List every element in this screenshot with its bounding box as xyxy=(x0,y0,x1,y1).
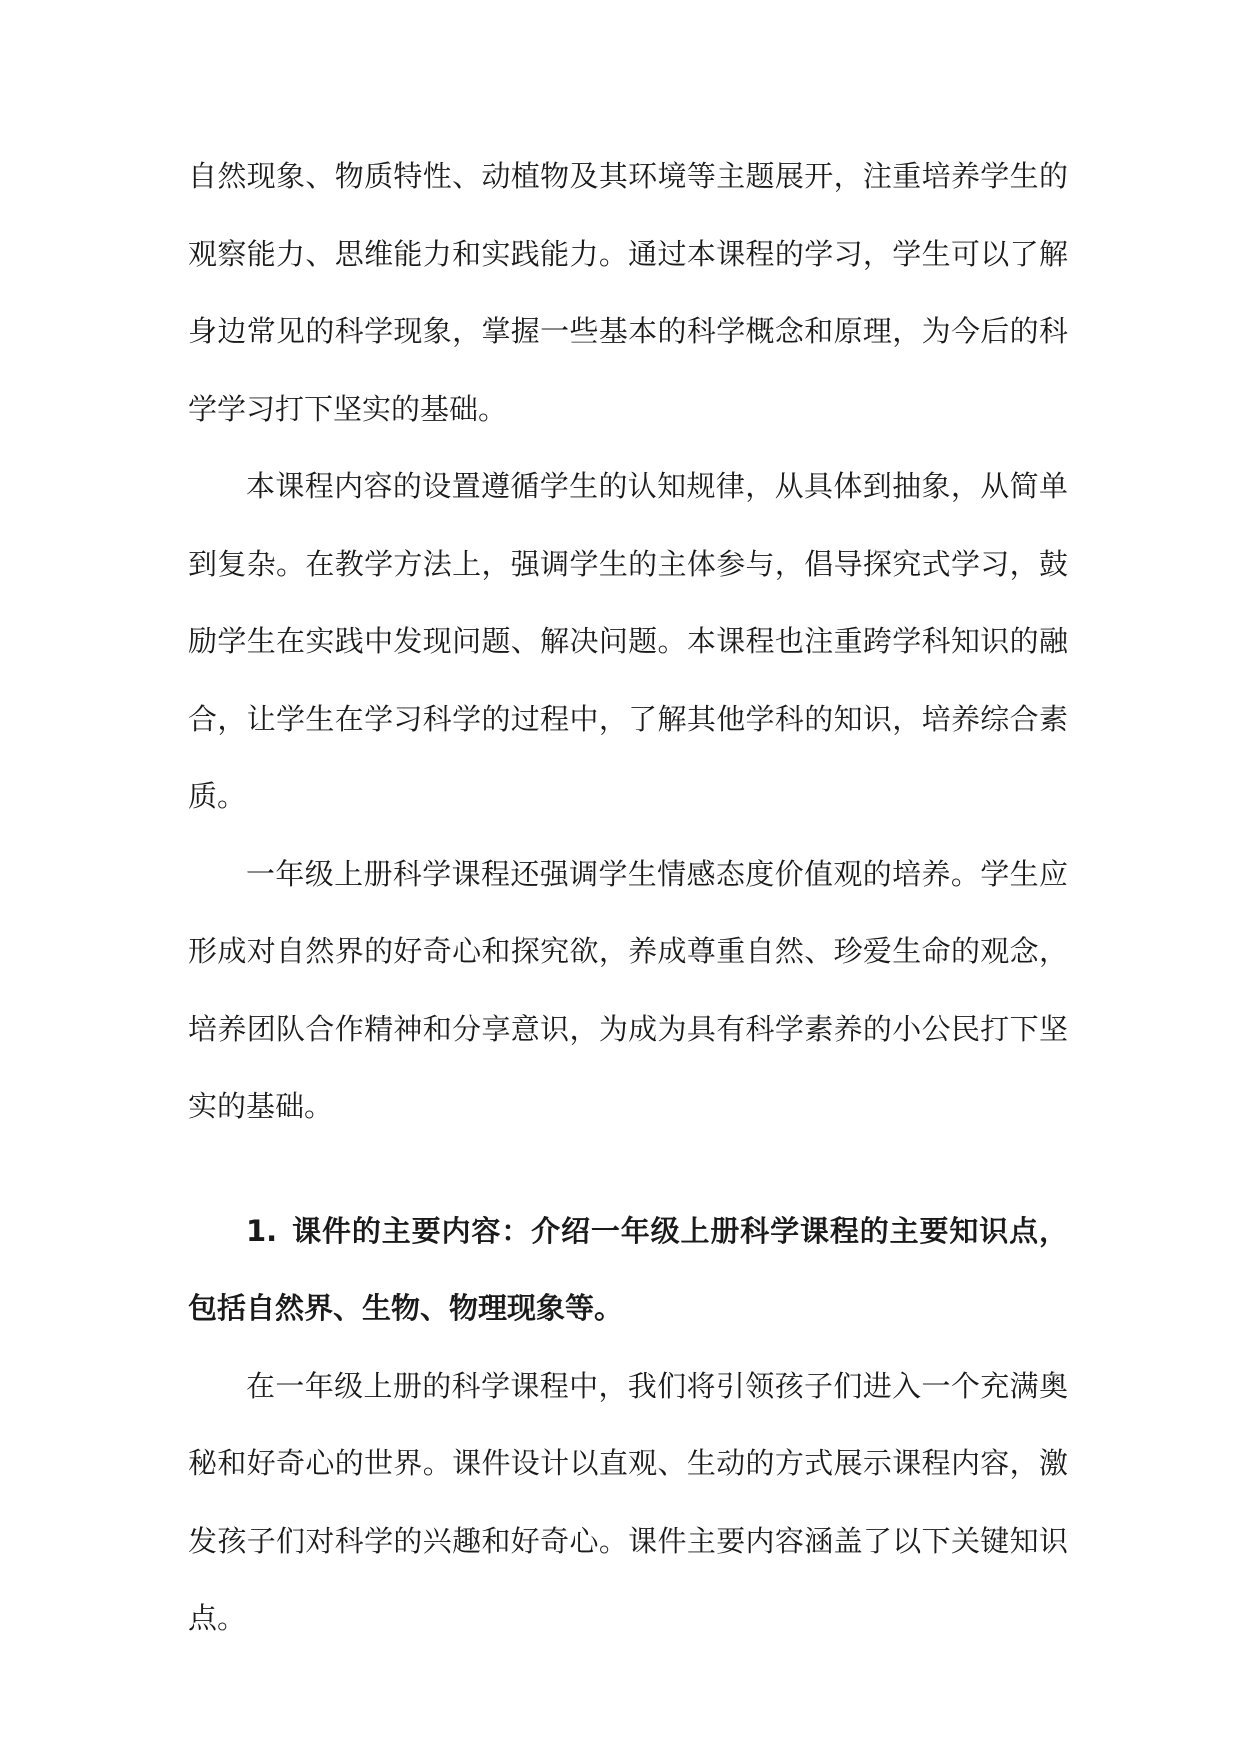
paragraph-values: 一年级上册科学课程还强调学生情感态度价值观的培养。学生应形成对自然界的好奇心和探究欲，养成尊重自然、珍爱生命的观念，培养团队合作精神和分享意识，为成为具有科学素养的小公民打下坚实的基础。 xyxy=(188,856,1068,1123)
document-body xyxy=(188,138,1068,1658)
section-number: 1. xyxy=(246,1213,278,1248)
paragraph-continued: 自然现象、物质特性、动植物及其环境等主题展开，注重培养学生的观察能力、思维能力和实践能力。通过本课程的学习，学生可以了解身边常见的科学现象，掌握一些基本的科学概念和原理，为今后的科学学习打下坚实的基础。 xyxy=(188,159,1068,426)
paragraph-course-design: 本课程内容的设置遵循学生的认知规律，从具体到抽象，从简单到复杂。在教学方法上，强调学生的主体参与，倡导探究式学习，鼓励学生在实践中发现问题、解决问题。本课程也注重跨学科知识的融合，让学生在学习科学的过程中，了解其他学科的知识，培养综合素质。 xyxy=(188,469,1068,813)
section-heading-text: 课件的主要内容：介绍一年级上册科学课程的主要知识点，包括自然界、生物、物理现象等。 xyxy=(188,1213,1068,1325)
paragraph-courseware-intro: 在一年级上册的科学课程中，我们将引领孩子们进入一个充满奥秘和好奇心的世界。课件设计以直观、生动的方式展示课程内容，激发孩子们对科学的兴趣和好奇心。课件主要内容涵盖了以下关键知识点。 xyxy=(188,1368,1068,1635)
section-heading xyxy=(188,1193,1068,1348)
